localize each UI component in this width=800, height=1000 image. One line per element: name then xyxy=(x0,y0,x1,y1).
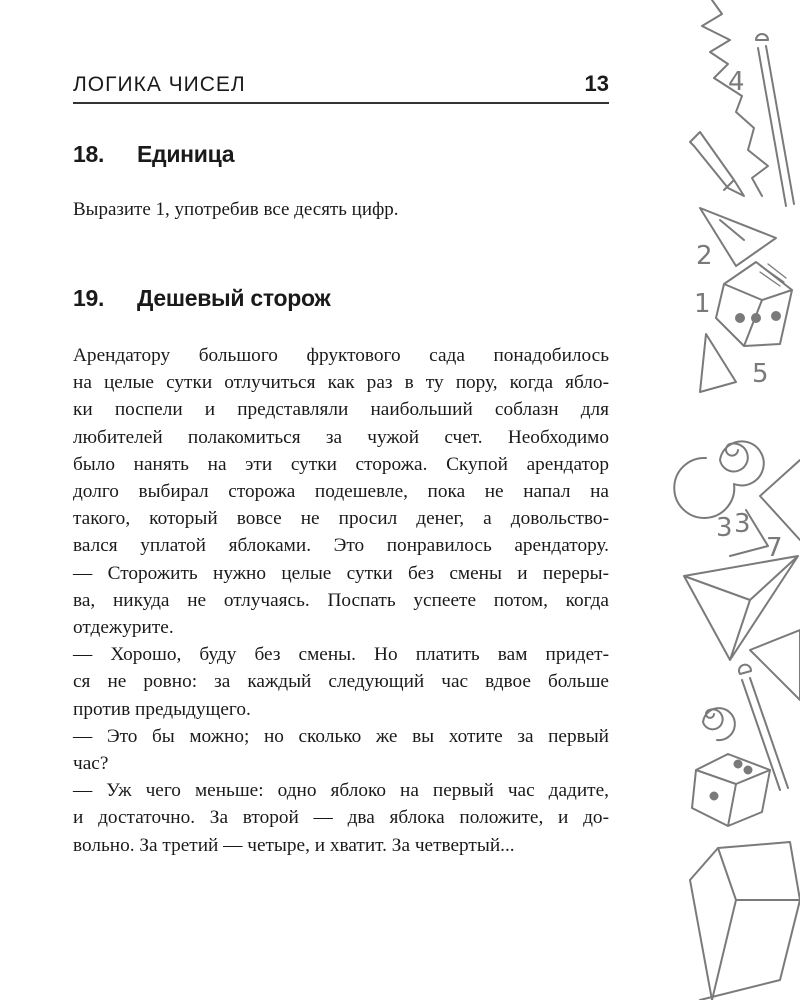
pyramid-icon xyxy=(684,556,798,660)
text-line: было нанять на эти сутки сторожа. Скупой арендатор xyxy=(73,453,609,475)
text-line: час? xyxy=(73,753,109,775)
text-line: такого, который вовсе не просил денег, а довольство- xyxy=(73,508,609,530)
text-line: — Уж чего меньше: одно яблоко на первый час дадите, xyxy=(73,780,609,802)
digit-doodle: 3 xyxy=(716,513,733,543)
text-line: отдежурите. xyxy=(73,617,174,639)
running-title: ЛОГИКА ЧИСЕЛ xyxy=(73,73,246,96)
digit-doodle: 4 xyxy=(728,67,745,97)
section-title: Дешевый сторож xyxy=(137,285,331,311)
text-line: — Это бы можно; но сколько же вы хотите за первый xyxy=(73,725,609,747)
small-spiral-doodle xyxy=(703,708,735,740)
section-number: 18. xyxy=(73,141,105,167)
digit-doodle: 5 xyxy=(752,359,769,389)
text-line: ки поспели и представляли наибольший соблазн для xyxy=(73,399,609,421)
section-heading-19 xyxy=(73,285,330,312)
text-line: любителей полакомиться за чужой счет. Необходимо xyxy=(73,426,609,448)
page-header xyxy=(73,68,609,104)
spiral-doodle xyxy=(674,441,763,518)
dice-icon xyxy=(692,754,770,826)
text-line: и достаточно. За второй — два яблока положите, и до- xyxy=(73,807,609,829)
small-triangle-doodle xyxy=(700,334,736,392)
text-line: вольно. За третий — четыре, и хватит. За четвертый... xyxy=(73,834,515,856)
text-line: долго выбирал сторожа подешевле, пока не напал на xyxy=(73,481,609,503)
text-line: — Хорошо, буду без смены. Но платить вам придет- xyxy=(73,644,609,666)
digit-doodle: 2 xyxy=(696,241,713,271)
digit-doodle: 3 xyxy=(734,509,751,539)
digit-doodle: 7 xyxy=(766,533,783,563)
text-line: ся не ровно: за каждый следующий час вдвое больше xyxy=(73,671,609,693)
text-line: — Сторожить нужно целые сутки без смены и переры- xyxy=(73,562,609,584)
match-stick-icon xyxy=(756,34,794,206)
pencil-icon xyxy=(690,132,744,196)
lower-triangle-doodle xyxy=(750,630,800,700)
text-line: вался уплатой яблоками. Это понравилось арендатору. xyxy=(73,535,609,557)
page-number: 13 xyxy=(584,71,609,96)
section-number: 19. xyxy=(73,285,105,311)
section-heading-18 xyxy=(73,141,234,168)
text-line: ва, никуда не отлучаясь. Поспать успеете потом, когда xyxy=(73,589,609,611)
polyhedron-icon xyxy=(690,842,800,1000)
digit-doodle: 1 xyxy=(694,289,711,319)
text-line: на целые сутки отлучиться как раз в ту пору, когда ябло- xyxy=(73,372,609,394)
text-line: против предыдущего. xyxy=(73,698,251,720)
task-text: Выразите 1, употребив все десять цифр. xyxy=(73,199,399,220)
dice-icon xyxy=(716,262,792,346)
text-line: Арендатору большого фруктового сада понадобилось xyxy=(73,345,609,366)
section-title: Единица xyxy=(137,141,235,167)
decorative-doodles xyxy=(620,0,800,1000)
chevron-doodle xyxy=(760,460,800,540)
story-text xyxy=(73,342,609,859)
